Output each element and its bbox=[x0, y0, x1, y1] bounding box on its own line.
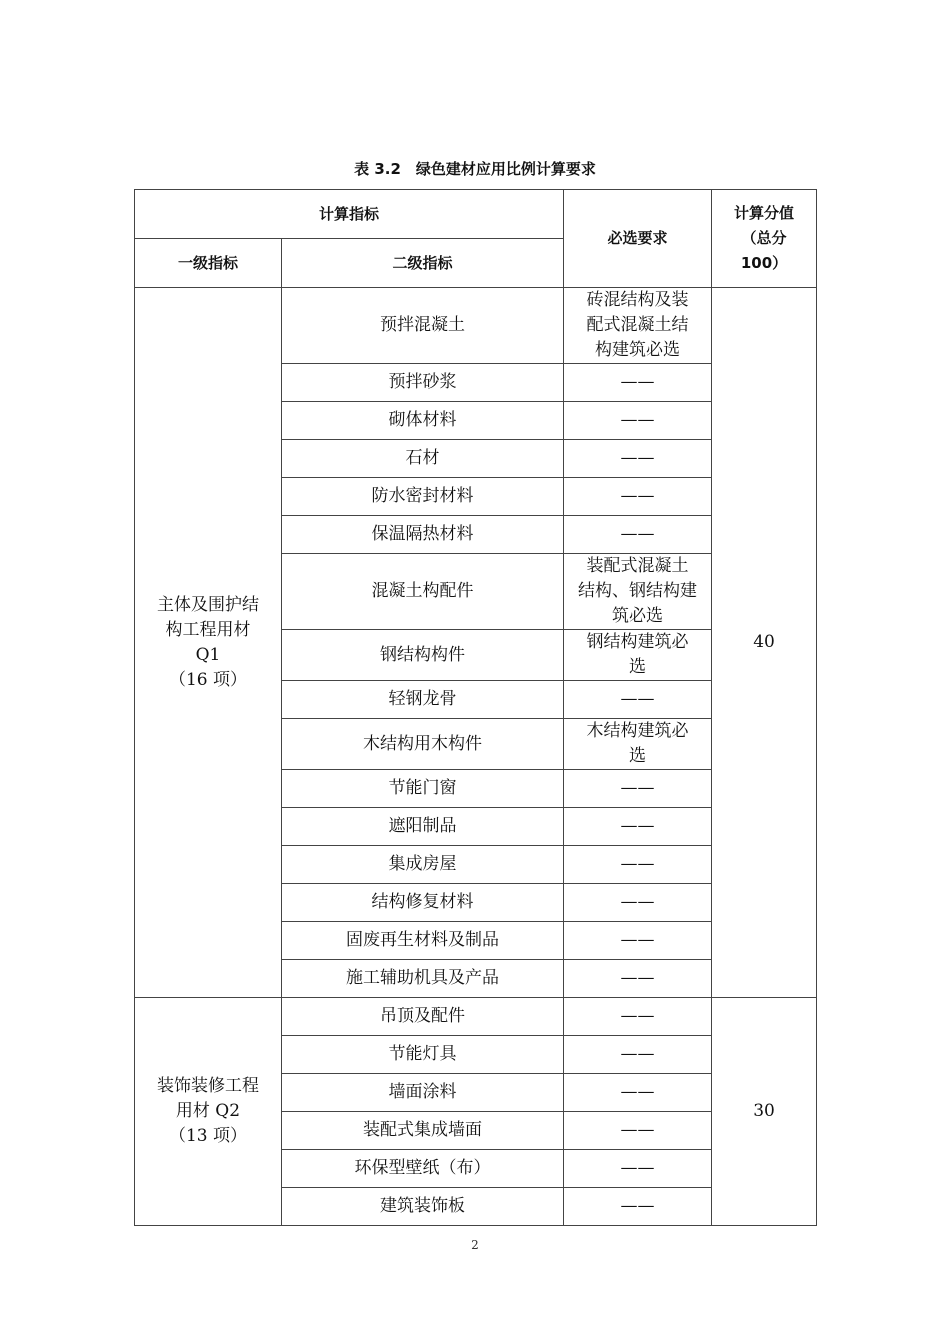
required-line: —— bbox=[620, 486, 655, 506]
required-line: —— bbox=[620, 1158, 655, 1178]
level1-line: Q1 bbox=[195, 644, 221, 665]
required-cell bbox=[564, 846, 712, 884]
required-line: 筑必选 bbox=[612, 606, 664, 626]
level2-cell: 施工辅助机具及产品 bbox=[282, 960, 564, 998]
level2-cell: 预拌砂浆 bbox=[282, 364, 564, 402]
required-line: 选 bbox=[629, 657, 647, 677]
header-score-line: 计算分值 bbox=[734, 204, 795, 222]
required-line: —— bbox=[620, 930, 655, 950]
level1-line: 构工程用材 bbox=[165, 619, 251, 640]
required-cell bbox=[564, 554, 712, 630]
level2-cell: 吊顶及配件 bbox=[282, 998, 564, 1036]
level1-line: 用材 Q2 bbox=[175, 1101, 241, 1121]
required-line: —— bbox=[620, 689, 655, 709]
level2-cell: 混凝土构配件 bbox=[282, 554, 564, 630]
header-score-line: （总分 bbox=[741, 229, 787, 247]
required-cell bbox=[564, 402, 712, 440]
level1-line: 主体及围护结 bbox=[157, 594, 259, 615]
header-level2: 二级指标 bbox=[282, 239, 564, 288]
required-cell bbox=[564, 1188, 712, 1226]
required-cell bbox=[564, 770, 712, 808]
level2-cell: 防水密封材料 bbox=[282, 478, 564, 516]
table-row bbox=[135, 998, 817, 1036]
level2-cell: 环保型壁纸（布） bbox=[282, 1150, 564, 1188]
level2-cell: 保温隔热材料 bbox=[282, 516, 564, 554]
header-score-line: 100） bbox=[740, 254, 788, 272]
header-calc-index: 计算指标 bbox=[135, 190, 564, 239]
level1-cell bbox=[135, 998, 282, 1226]
level2-cell: 轻钢龙骨 bbox=[282, 681, 564, 719]
required-cell bbox=[564, 1036, 712, 1074]
level2-cell: 节能门窗 bbox=[282, 770, 564, 808]
level1-cell bbox=[135, 288, 282, 998]
required-cell bbox=[564, 808, 712, 846]
header-score bbox=[712, 190, 817, 288]
required-cell bbox=[564, 364, 712, 402]
level2-cell: 建筑装饰板 bbox=[282, 1188, 564, 1226]
required-cell bbox=[564, 719, 712, 770]
table-row bbox=[135, 288, 817, 364]
required-cell bbox=[564, 1150, 712, 1188]
required-line: —— bbox=[620, 854, 655, 874]
required-cell bbox=[564, 884, 712, 922]
level2-cell: 砌体材料 bbox=[282, 402, 564, 440]
level2-cell: 集成房屋 bbox=[282, 846, 564, 884]
required-line: 选 bbox=[629, 746, 647, 766]
level1-line: 装饰装修工程 bbox=[157, 1076, 259, 1096]
required-cell bbox=[564, 922, 712, 960]
required-cell bbox=[564, 630, 712, 681]
required-line: —— bbox=[620, 816, 655, 836]
header-required: 必选要求 bbox=[564, 190, 712, 288]
required-line: —— bbox=[620, 1196, 655, 1216]
level2-cell: 木结构用木构件 bbox=[282, 719, 564, 770]
required-cell bbox=[564, 440, 712, 478]
level2-cell: 预拌混凝土 bbox=[282, 288, 564, 364]
required-line: —— bbox=[620, 968, 655, 988]
required-cell bbox=[564, 478, 712, 516]
table-caption: 表 3.2 绿色建材应用比例计算要求 bbox=[354, 160, 596, 178]
score-cell: 40 bbox=[712, 288, 817, 998]
required-line: —— bbox=[620, 892, 655, 912]
required-line: —— bbox=[620, 524, 655, 544]
required-cell bbox=[564, 1112, 712, 1150]
score-cell: 30 bbox=[712, 998, 817, 1226]
required-line: 构建筑必选 bbox=[595, 340, 681, 360]
required-line: 配式混凝土结 bbox=[586, 315, 689, 335]
required-line: —— bbox=[620, 1006, 655, 1026]
table-body bbox=[135, 288, 817, 1226]
required-line: 结构、钢结构建 bbox=[578, 581, 698, 601]
required-cell bbox=[564, 1074, 712, 1112]
level2-cell: 钢结构构件 bbox=[282, 630, 564, 681]
required-line: 装配式混凝土 bbox=[586, 556, 689, 576]
required-line: —— bbox=[620, 778, 655, 798]
level2-cell: 石材 bbox=[282, 440, 564, 478]
level1-line: （13 项） bbox=[168, 1126, 248, 1146]
required-cell bbox=[564, 516, 712, 554]
required-cell bbox=[564, 681, 712, 719]
green-material-table bbox=[134, 189, 817, 1226]
level2-cell: 节能灯具 bbox=[282, 1036, 564, 1074]
required-line: —— bbox=[620, 448, 655, 468]
level2-cell: 结构修复材料 bbox=[282, 884, 564, 922]
required-cell bbox=[564, 998, 712, 1036]
required-line: 钢结构建筑必 bbox=[586, 632, 689, 652]
level1-line: （16 项） bbox=[168, 669, 248, 690]
level2-cell: 墙面涂料 bbox=[282, 1074, 564, 1112]
required-line: —— bbox=[620, 410, 655, 430]
required-line: —— bbox=[620, 372, 655, 392]
level2-cell: 遮阳制品 bbox=[282, 808, 564, 846]
required-line: —— bbox=[620, 1082, 655, 1102]
page-number: 2 bbox=[471, 1238, 479, 1252]
required-cell bbox=[564, 960, 712, 998]
header-level1: 一级指标 bbox=[135, 239, 282, 288]
required-line: —— bbox=[620, 1120, 655, 1140]
level2-cell: 固废再生材料及制品 bbox=[282, 922, 564, 960]
required-line: 砖混结构及装 bbox=[586, 290, 689, 310]
required-cell bbox=[564, 288, 712, 364]
level2-cell: 装配式集成墙面 bbox=[282, 1112, 564, 1150]
required-line: 木结构建筑必 bbox=[586, 721, 689, 741]
required-line: —— bbox=[620, 1044, 655, 1064]
